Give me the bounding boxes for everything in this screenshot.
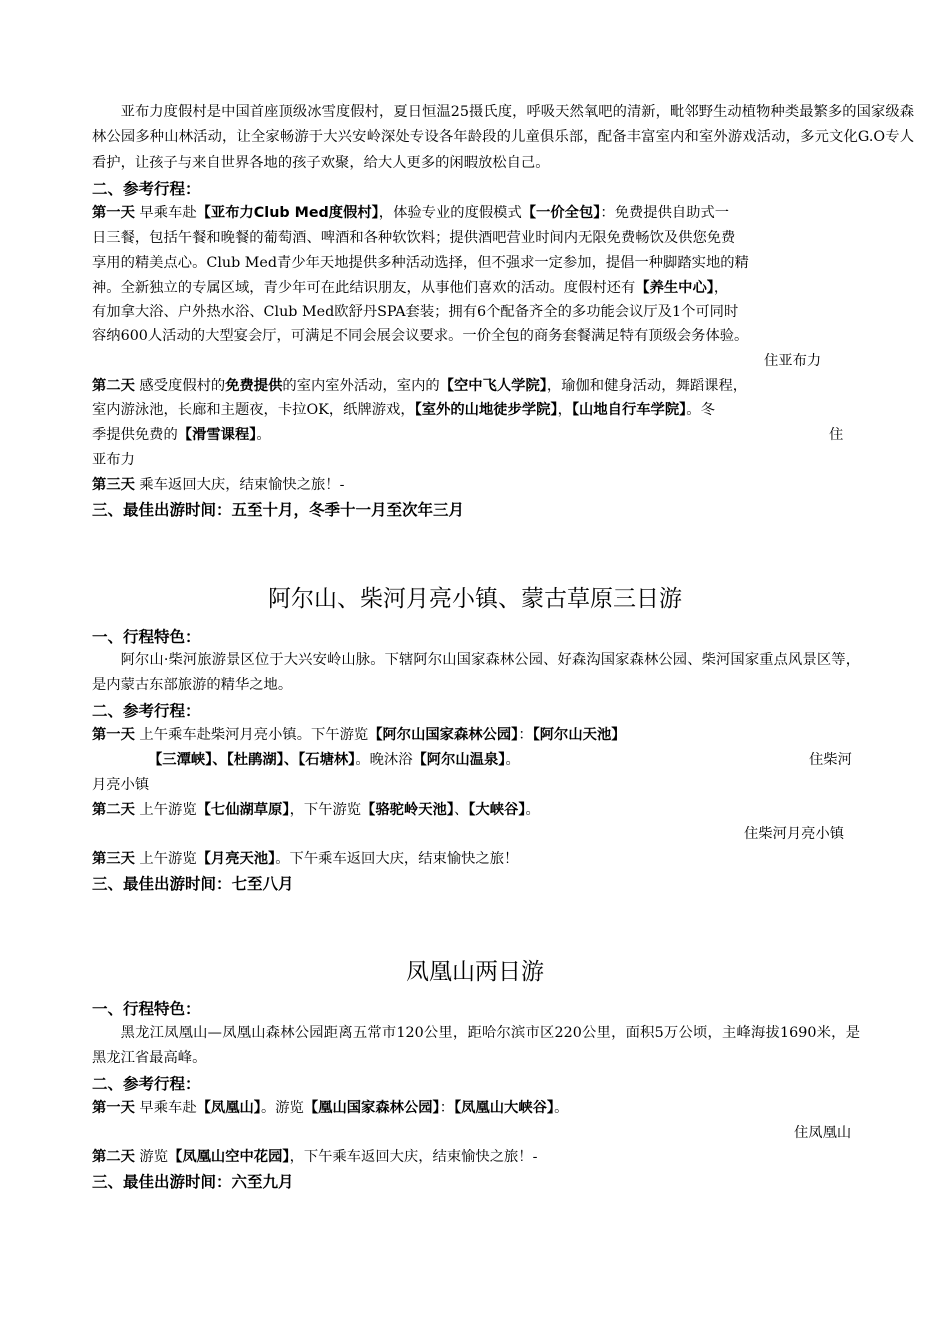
text: 季提供免费的	[92, 427, 178, 443]
day-label: 第一天	[92, 1100, 135, 1116]
text: 上午游览	[134, 802, 197, 818]
arxan-intro: 阿尔山·柴河旅游景区位于大兴安岭山脉。下辖阿尔山国家森林公园、好森沟国家森林公园、柴河国家重点风景区等，是内蒙古东部旅游的精华之地。	[92, 652, 860, 694]
yabuli-day1-stay: 住亚布力	[764, 353, 822, 369]
yabuli-day1-line2: 日三餐，包括午餐和晚餐的葡萄酒、啤酒和各种软饮料；提供酒吧营业时间内无限免费畅饮及供您免费	[92, 230, 736, 246]
arxan-day1-line1	[92, 724, 626, 746]
text: 。冬	[686, 402, 715, 418]
highlight: 【凤凰山空中花园】	[168, 1149, 290, 1165]
fenghuang-day1-line1	[92, 1097, 568, 1119]
highlight: 【室外的山地徒步学院】	[414, 402, 558, 418]
yabuli-day1-line5: 有加拿大浴、户外热水浴、Club Med欧舒丹SPA套装；拥有6个配备齐全的多功能会议厅及1个可同时	[92, 304, 739, 320]
highlight: 【滑雪课程】	[177, 427, 257, 443]
highlight: 【阿尔山温泉】	[412, 752, 506, 768]
text: 的室内室外活动，室内的	[282, 378, 440, 394]
highlight: 【一价全包】	[521, 205, 601, 221]
yabuli-day2-stay-cont: 亚布力	[92, 452, 135, 468]
yabuli-day1-line6: 容纳600人活动的大型宴会厅，可满足不同会展会议要求。一价全包的商务套餐满足特有顶级会务体验。	[92, 328, 749, 344]
highlight: 【月亮天池】	[196, 851, 276, 867]
text: ，	[713, 280, 729, 296]
text: 感受度假村的	[134, 378, 226, 394]
arxan-day1-stay-cont: 月亮小镇	[92, 777, 150, 793]
text: ，体验专业的度假模式	[378, 205, 522, 221]
text: 神。全新独立的专属区域，青少年可在此结识朋友，从事他们喜欢的活动。度假村还有	[92, 280, 636, 296]
text: 。下午乘车返回大庆，结束愉快之旅！	[275, 851, 519, 867]
fenghuang-best-time: 三、最佳出游时间：六至九月	[92, 1173, 294, 1191]
day-label: 第三天	[92, 851, 135, 867]
arxan-best-time: 三、最佳出游时间：七至八月	[92, 875, 294, 893]
fenghuang-itinerary-heading: 二、参考行程：	[92, 1075, 201, 1093]
text: 。	[554, 1100, 569, 1116]
highlight: 【阿尔山国家森林公园】	[368, 727, 519, 743]
yabuli-itinerary-heading: 二、参考行程：	[92, 180, 201, 198]
highlight: 【凤凰山大峡谷】	[453, 1100, 555, 1116]
text: ，	[557, 402, 572, 418]
arxan-day1-stay: 住柴河	[809, 752, 852, 768]
text: 早乘车赴	[134, 205, 197, 221]
highlight: 【杜鹃湖】	[226, 752, 284, 768]
highlight: 【凰山国家森林公园】	[303, 1100, 440, 1116]
arxan-day2-line1	[92, 799, 540, 821]
yabuli-best-time: 三、最佳出游时间：五至十月，冬季十一月至次年三月	[92, 501, 465, 519]
highlight: 【七仙湖草原】	[196, 802, 290, 818]
yabuli-day3-line	[92, 474, 344, 496]
yabuli-day1-line4	[92, 277, 728, 299]
text: ，下午游览	[289, 802, 362, 818]
text: 室内游泳池，长廊和主题夜，卡拉OK，纸牌游戏，	[92, 402, 415, 418]
text: 游览	[134, 1149, 169, 1165]
text: ，下午乘车返回大庆，结束愉快之旅！-	[289, 1149, 538, 1165]
day-label: 第一天	[92, 205, 135, 221]
arxan-itinerary-heading: 二、参考行程：	[92, 702, 201, 720]
yabuli-day2-line1	[92, 375, 747, 397]
yabuli-day2-stay: 住	[829, 427, 844, 443]
highlight: 【石塘林】	[298, 752, 356, 768]
yabuli-intro: 亚布力度假村是中国首座顶级冰雪度假村，夏日恒温25摄氏度，呼吸天然氧吧的清新，毗邻野生动植物种类最繁多的国家级森林公园多种山林活动，让全家畅游于大兴安岭深处专设各年龄段的儿童俱乐部，配备丰富室内和室外游戏活动，多元文化G.O专人看护，让孩子与来自世界各地的孩子欢聚，给大人更多的闲暇放松自己。	[92, 104, 914, 171]
fenghuang-day1-stay: 住凤凰山	[794, 1125, 852, 1141]
text: ：	[439, 1100, 454, 1116]
fenghuang-day2-line1	[92, 1146, 537, 1168]
highlight: 【亚布力Club Med度假村】	[196, 205, 379, 221]
yabuli-day1-line1	[92, 202, 729, 224]
fenghuang-title: 凤凰山两日游	[406, 959, 544, 985]
highlight: 【空中飞人学院】	[439, 378, 547, 394]
text: ：	[518, 727, 533, 743]
yabuli-day2-line3	[92, 424, 271, 446]
highlight: 【阿尔山天池】	[532, 727, 626, 743]
text: 。	[256, 427, 271, 443]
highlight: 【养生中心】	[635, 280, 714, 296]
day-label: 第二天	[92, 802, 135, 818]
highlight: 免费提供	[225, 378, 283, 394]
fenghuang-features-heading: 一、行程特色：	[92, 1000, 201, 1018]
text: ，瑜伽和健身活动，舞蹈课程，	[546, 378, 748, 394]
highlight: 【三潭峡】	[148, 752, 213, 768]
arxan-day2-stay: 住柴河月亮小镇	[744, 826, 845, 842]
arxan-features-heading: 一、行程特色：	[92, 628, 201, 646]
day-label: 第二天	[92, 378, 135, 394]
text: 、	[212, 752, 227, 768]
text: 上午乘车赴柴河月亮小镇。下午游览	[134, 727, 369, 743]
text: 。晚沐浴	[355, 752, 413, 768]
text: 、	[453, 802, 469, 818]
highlight: 【大峡谷】	[468, 802, 526, 818]
text: 。游览	[260, 1100, 304, 1116]
text: 乘车返回大庆，结束愉快之旅！-	[134, 477, 345, 493]
arxan-day3-line1	[92, 848, 518, 870]
day-label: 第二天	[92, 1149, 135, 1165]
text: 。	[525, 802, 540, 818]
highlight: 【骆驼岭天池】	[361, 802, 454, 818]
text: 早乘车赴	[134, 1100, 197, 1116]
text: ：免费提供自助式一	[600, 205, 730, 221]
arxan-day1-line2	[148, 749, 520, 771]
fenghuang-intro: 黑龙江凤凰山—凤凰山森林公园距离五常市120公里，距哈尔滨市区220公里，面积5万公顷，主峰海拔1690米，是黑龙江省最高峰。	[92, 1025, 860, 1067]
text: 、	[283, 752, 299, 768]
day-label: 第三天	[92, 477, 135, 493]
yabuli-day1-line3: 享用的精美点心。Club Med青少年天地提供多种活动选择，但不强求一定参加，提倡一种脚踏实地的精	[92, 255, 749, 271]
highlight: 【山地自行车学院】	[571, 402, 687, 418]
highlight: 【凤凰山】	[196, 1100, 261, 1116]
arxan-title: 阿尔山、柴河月亮小镇、蒙古草原三日游	[268, 586, 682, 612]
day-label: 第一天	[92, 727, 135, 743]
text: 。	[505, 752, 520, 768]
text: 上午游览	[134, 851, 197, 867]
yabuli-day2-line2	[92, 399, 715, 421]
